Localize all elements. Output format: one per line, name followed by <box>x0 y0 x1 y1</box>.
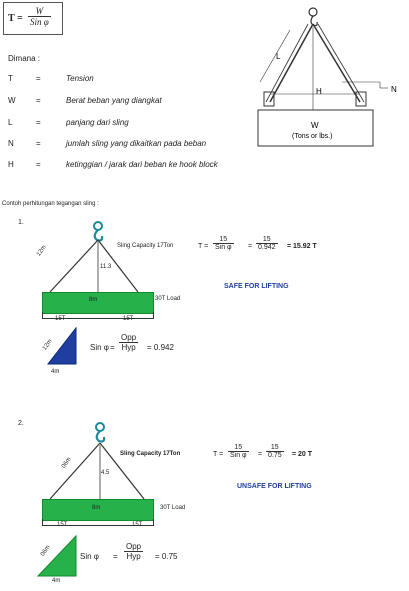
ex1-triangle-base: 4m <box>51 369 60 375</box>
ex2-right-load: 15T <box>132 522 143 528</box>
diagram-label-l: L <box>276 52 281 61</box>
ex2-sin-value: = 0.75 <box>155 552 178 561</box>
ex2-fraction-2: $\frac{15}{0.75}$ <box>268 444 282 459</box>
ex2-triangle-hyp: 06m <box>40 544 52 558</box>
ex1-sin-eq: = <box>110 343 115 352</box>
ex1-sling-length: 12m <box>36 244 48 258</box>
ex1-eq2: = <box>248 243 253 250</box>
example-heading: Contoh perhitungan tegangan sling : <box>2 201 99 207</box>
ex1-height: 11.3 <box>100 264 112 270</box>
ex2-width: 8m <box>92 505 101 511</box>
ex1-load-block <box>42 292 154 314</box>
ex1-fraction-1: 15 Sin φ <box>215 236 232 251</box>
ex2-height: 4.5 <box>101 470 110 476</box>
ex1-result: = 15.92 T <box>287 243 317 250</box>
formula-denominator: Sin φ <box>30 17 49 27</box>
ex2-eq2: = <box>258 451 263 458</box>
formula-box <box>3 2 63 35</box>
ex2-capacity: Sling Capacity 17Ton <box>120 451 181 457</box>
ex1-right-load: 15T <box>123 316 134 322</box>
ex1-sin-fraction: Opp Hyp <box>121 333 137 352</box>
ex1-verdict: SAFE FOR LIFTING <box>224 283 289 290</box>
ex2-load: 30T Load <box>160 505 186 511</box>
ex2-number: 2. <box>18 420 24 427</box>
ex1-width: 8m <box>89 297 98 303</box>
ex1-triangle-hyp: 12m <box>42 338 54 352</box>
diagram-label-n: N <box>391 85 397 94</box>
formula-numerator: W <box>28 6 51 17</box>
ex1-number: 1. <box>18 219 24 226</box>
ex2-fraction-1: 15 Sin φ <box>230 444 247 459</box>
ex2-triangle-base: 4m <box>52 578 61 584</box>
ex2-left-load: 15T <box>57 522 68 528</box>
diagram-label-w-unit: (Tons or lbs.) <box>292 133 333 140</box>
ex2-sin-eq: = <box>113 552 118 561</box>
ex1-sin-lhs: Sin φ <box>90 343 109 352</box>
ex2-verdict: UNSAFE FOR LIFTING <box>237 483 312 490</box>
formula-lhs: T = <box>8 13 23 24</box>
ex2-sling-diagram <box>38 421 158 501</box>
ex1-left-load: 15T <box>55 316 66 322</box>
ex1-triangle <box>46 326 78 368</box>
ex1-t-eq: T = <box>198 243 209 250</box>
ex1-sling-diagram <box>38 220 158 295</box>
diagram-label-h: H <box>316 87 322 96</box>
ex2-sin-fraction: Opp Hyp <box>126 542 142 561</box>
formula-fraction <box>28 6 51 27</box>
ex1-sin-value: = 0.942 <box>147 343 174 352</box>
ex2-sin-lhs: Sin φ <box>80 552 99 561</box>
ex2-t-eq: T = <box>213 451 224 458</box>
ex1-fraction-2: $\frac{15}{0.942}$ <box>258 236 276 251</box>
ex2-result: = 20 T <box>292 451 313 458</box>
dimana-label: Dimana : <box>8 54 41 63</box>
ex2-sling-length: 06m <box>61 456 73 470</box>
diagram-label-w: W <box>311 121 319 130</box>
ex1-load: 30T Load <box>155 296 181 302</box>
sling-diagram <box>250 2 405 152</box>
ex1-capacity: Sling Capacity 17Ton <box>117 243 174 249</box>
